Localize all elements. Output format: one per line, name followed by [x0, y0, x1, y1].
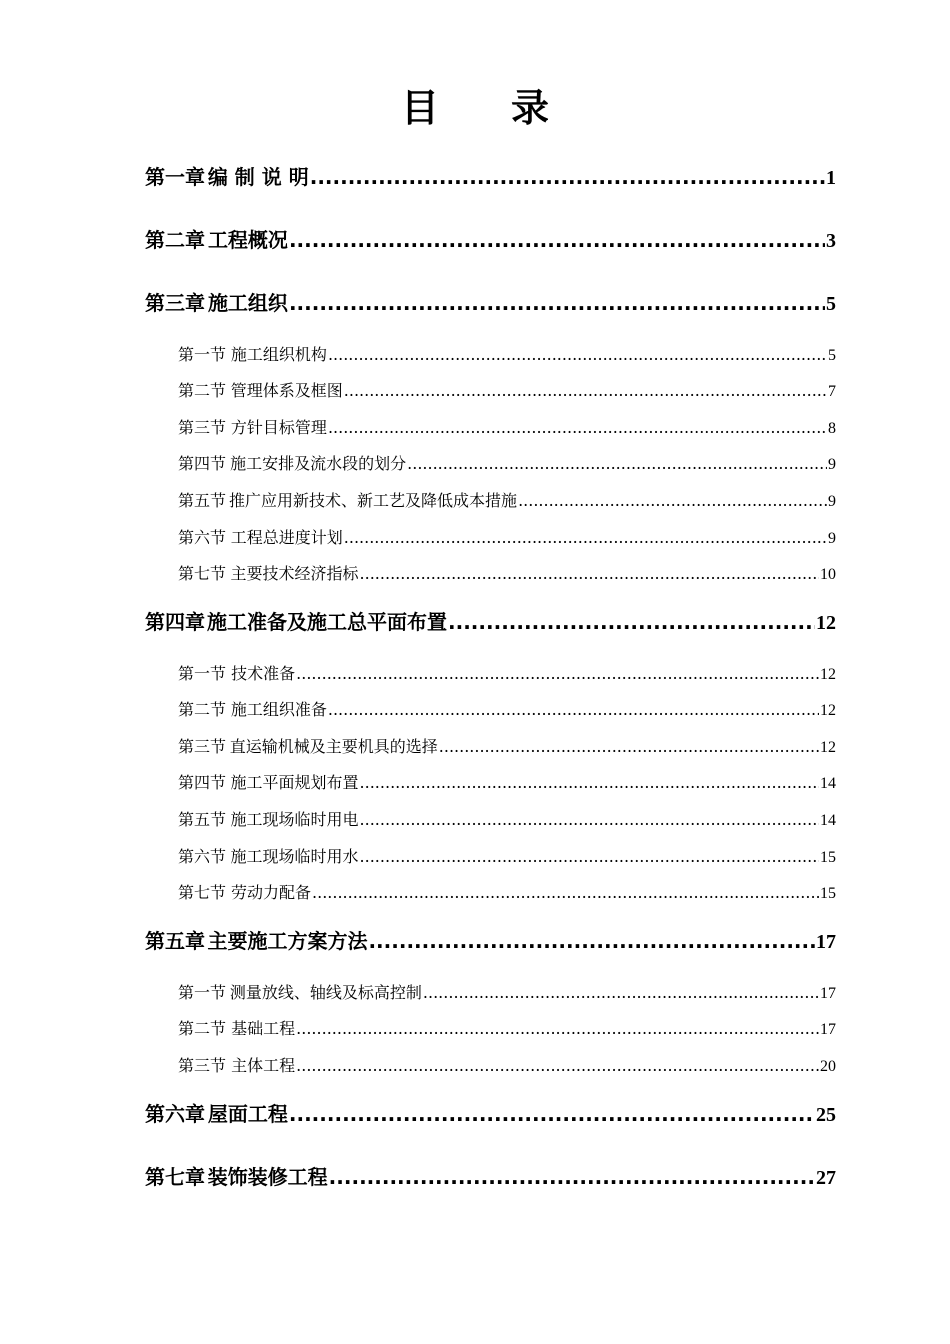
toc-section-3-5[interactable]: [178, 489, 836, 514]
page-number: 27: [816, 1167, 836, 1189]
section-number: 第七节: [178, 883, 227, 902]
dot-leader: [360, 562, 819, 586]
chapter-number: 第四章: [145, 610, 205, 634]
page-number: 12: [820, 702, 836, 719]
page-number: 9: [828, 456, 836, 473]
section-title: 施工组织机构: [230, 345, 327, 364]
toc-section-3-4[interactable]: [178, 452, 836, 477]
toc-section-4-2[interactable]: [178, 698, 836, 723]
toc-section-4-3[interactable]: [178, 735, 836, 760]
page-number: 5: [828, 347, 836, 364]
section-title: 施工现场临时用水: [230, 847, 359, 866]
toc-section-4-7[interactable]: [178, 881, 836, 906]
toc-chapter-1[interactable]: [145, 163, 836, 192]
section-title: 直运输机械及主要机具的选择: [229, 737, 438, 756]
toc-section-3-3[interactable]: [178, 416, 836, 441]
section-title: 施工安排及流水段的划分: [230, 454, 407, 473]
section-title: 推广应用新技术、新工艺及降低成本措施: [229, 491, 518, 510]
dot-leader: [329, 1163, 815, 1191]
page-number: 17: [816, 931, 836, 953]
section-number: 第二节: [178, 381, 227, 400]
toc-section-5-2[interactable]: [178, 1017, 836, 1042]
chapter-title: 编 制 说 明: [207, 165, 309, 189]
section-number: 第五节: [178, 810, 227, 829]
section-number: 第二节: [178, 1019, 227, 1038]
toc-section-4-4[interactable]: [178, 771, 836, 796]
toc-chapter-2[interactable]: [145, 226, 836, 255]
dot-leader: [368, 927, 815, 955]
section-number: 第三节: [178, 418, 227, 437]
dot-leader: [289, 1100, 815, 1128]
page-number: 9: [828, 530, 836, 547]
dot-leader: [296, 662, 819, 686]
dot-leader: [448, 608, 815, 636]
section-number: 第四节: [178, 773, 227, 792]
page-number: 3: [826, 230, 836, 252]
toc-section-5-3[interactable]: [178, 1054, 836, 1079]
page-number: 9: [828, 493, 836, 510]
dot-leader: [360, 845, 819, 869]
dot-leader: [360, 808, 819, 832]
section-title: 主体工程: [231, 1056, 296, 1075]
dot-leader: [289, 289, 825, 317]
dot-leader: [360, 771, 819, 795]
chapter-title: 装饰装修工程: [207, 1165, 328, 1189]
section-number: 第五节: [178, 491, 227, 510]
section-number: 第一节: [178, 983, 227, 1002]
chapter-number: 第一章: [145, 165, 205, 189]
section-number: 第三节: [178, 1056, 227, 1075]
dot-leader: [344, 526, 827, 550]
page-number: 17: [820, 1021, 836, 1038]
section-title: 技术准备: [231, 664, 296, 683]
dot-leader: [407, 452, 827, 476]
page-number: 15: [820, 885, 836, 902]
chapter-title: 屋面工程: [207, 1102, 288, 1126]
toc-section-4-6[interactable]: [178, 845, 836, 870]
toc-section-5-1[interactable]: [178, 981, 836, 1006]
toc-chapter-5[interactable]: [145, 927, 836, 956]
page-number: 1: [826, 167, 836, 189]
dot-leader: [344, 379, 827, 403]
page-number: 17: [820, 985, 836, 1002]
dot-leader: [310, 163, 825, 191]
chapter-title: 工程概况: [207, 228, 288, 252]
section-number: 第一节: [178, 345, 227, 364]
page-title-part-2: 录: [511, 86, 550, 130]
section-title: 管理体系及框图: [230, 381, 343, 400]
chapter-title: 施工组织: [207, 291, 288, 315]
dot-leader: [312, 881, 819, 905]
page-number: 10: [820, 566, 836, 583]
page-number: 12: [816, 612, 836, 634]
page-number: 14: [820, 775, 836, 792]
dot-leader: [328, 698, 819, 722]
dot-leader: [296, 1017, 819, 1041]
section-number: 第二节: [178, 700, 227, 719]
chapter-number: 第六章: [145, 1102, 205, 1126]
page-title: [0, 82, 950, 134]
section-title: 基础工程: [231, 1019, 296, 1038]
page-number: 14: [820, 812, 836, 829]
dot-leader: [439, 735, 819, 759]
page-number: 20: [820, 1058, 836, 1075]
section-title: 工程总进度计划: [230, 528, 343, 547]
toc-section-3-2[interactable]: [178, 379, 836, 404]
toc-section-3-7[interactable]: [178, 562, 836, 587]
chapter-number: 第三章: [145, 291, 205, 315]
dot-leader: [518, 489, 827, 513]
section-title: 方针目标管理: [230, 418, 327, 437]
section-number: 第七节: [178, 564, 227, 583]
toc-chapter-6[interactable]: [145, 1100, 836, 1129]
chapter-number: 第七章: [145, 1165, 205, 1189]
section-title: 劳动力配备: [231, 883, 312, 902]
page-number: 8: [828, 420, 836, 437]
section-title: 施工平面规划布置: [230, 773, 359, 792]
dot-leader: [289, 226, 825, 254]
section-number: 第一节: [178, 664, 227, 683]
section-number: 第四节: [178, 454, 227, 473]
page-title-part-1: 目: [400, 86, 439, 130]
page-number: 5: [826, 293, 836, 315]
chapter-title: 主要施工方案方法: [207, 929, 368, 953]
section-title: 主要技术经济指标: [230, 564, 359, 583]
page-number: 7: [828, 383, 836, 400]
section-title: 施工现场临时用电: [230, 810, 359, 829]
toc-section-4-5[interactable]: [178, 808, 836, 833]
page-number: 25: [816, 1104, 836, 1126]
section-number: 第三节: [178, 737, 227, 756]
section-number: 第六节: [178, 847, 227, 866]
chapter-number: 第二章: [145, 228, 205, 252]
page-number: 15: [820, 849, 836, 866]
toc-chapter-3[interactable]: [145, 289, 836, 318]
section-title: 施工组织准备: [230, 700, 327, 719]
dot-leader: [328, 343, 827, 367]
toc-chapter-7[interactable]: [145, 1163, 836, 1192]
toc-section-3-6[interactable]: [178, 526, 836, 551]
page-number: 12: [820, 739, 836, 756]
dot-leader: [423, 981, 819, 1005]
toc-section-4-1[interactable]: [178, 662, 836, 687]
page-number: 12: [820, 666, 836, 683]
section-title: 测量放线、轴线及标高控制: [229, 983, 422, 1002]
dot-leader: [328, 416, 827, 440]
chapter-number: 第五章: [145, 929, 205, 953]
section-number: 第六节: [178, 528, 227, 547]
chapter-title: 施工准备及施工总平面布置: [207, 610, 448, 634]
toc-chapter-4[interactable]: [145, 608, 836, 637]
toc-section-3-1[interactable]: [178, 343, 836, 368]
dot-leader: [296, 1054, 819, 1078]
